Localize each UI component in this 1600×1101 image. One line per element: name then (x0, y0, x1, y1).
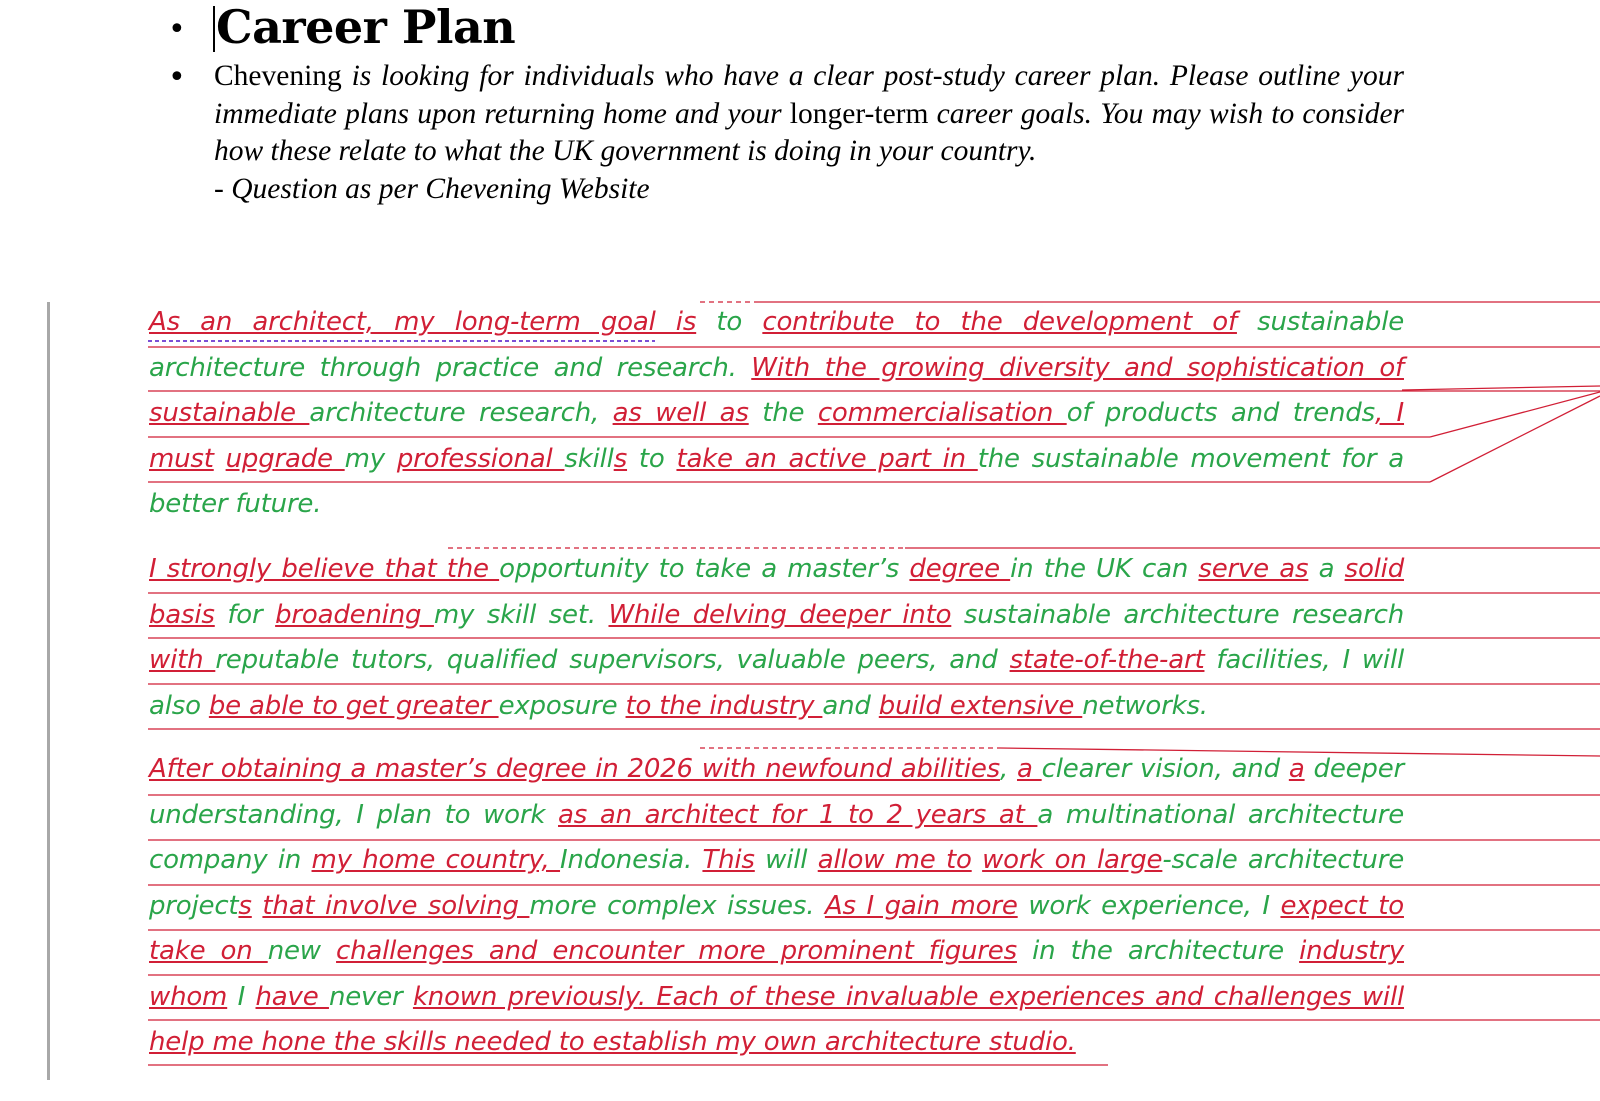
inserted-text: as well as (612, 398, 749, 428)
inserted-text: take an active part in (676, 443, 978, 474)
essay-text: exposure (498, 690, 626, 721)
inserted-text: have (255, 981, 329, 1012)
inserted-text: as an architect for 1 to 2 years at (558, 799, 1038, 830)
essay-text: Indonesia. (560, 845, 703, 875)
inserted-text: broadening (275, 599, 434, 630)
essay-text: will (754, 845, 818, 875)
inserted-text: build extensive (878, 690, 1083, 721)
inserted-text: be able to get greater (208, 690, 499, 721)
bullet-icon: • (168, 12, 186, 47)
inserted-text: with (149, 645, 216, 675)
essay-text: of products and trends (1066, 398, 1375, 428)
essay-text: clearer vision, and (1041, 754, 1289, 784)
inserted-text: As an architect, my long-term goal is (149, 307, 697, 337)
prompt-text: Chevening (214, 60, 342, 92)
inserted-text: my home country, (311, 845, 561, 875)
prompt-text: career goals. You may wish to consider how these relate to what the UK government is doing in your country. (214, 97, 1405, 167)
inserted-text: work on large (982, 845, 1163, 875)
inserted-text: s (613, 443, 628, 474)
inserted-text: industry whom (149, 936, 1404, 1012)
essay-text (252, 891, 263, 921)
inserted-text: a (1016, 754, 1042, 784)
essay-text: to (696, 307, 763, 337)
inserted-text: degree (909, 554, 1011, 584)
inserted-text: state-of-the-art (1009, 645, 1205, 675)
inserted-text: . Each of these invaluable experiences and challenges will help me hone the skills needed to establish my own architecture studio. (149, 981, 1405, 1057)
essay-text (214, 444, 226, 474)
essay-text: never (328, 981, 413, 1012)
essay-paragraph-3[interactable] (149, 747, 1404, 1066)
inserted-text: known previously (412, 981, 638, 1012)
bullet-icon: • (168, 60, 186, 95)
essay-text: my skill set. (433, 599, 609, 630)
inserted-text: allow me to (817, 845, 972, 875)
inserted-text: I strongly believe that the (149, 554, 500, 584)
inserted-text: professional (396, 443, 565, 474)
essay-text: my (344, 443, 397, 474)
essay-text: sustainable architecture through practice and research. (149, 307, 1405, 383)
essay-text: sustainable architecture research (951, 599, 1405, 630)
inserted-text: a (1288, 754, 1305, 784)
essay-text: , (999, 754, 1017, 784)
inserted-text: contribute to the development of (762, 307, 1237, 337)
essay-text: facilities, I will also (149, 645, 1404, 721)
essay-paragraph-1[interactable] (149, 300, 1404, 528)
essay-text: a (1308, 554, 1345, 584)
inserted-text: , I must (149, 398, 1405, 474)
prompt-source: - Question as per Chevening Website (214, 172, 650, 205)
essay-text: architecture research, (309, 398, 613, 428)
essay-text: a multinational architecture company in (149, 799, 1404, 875)
essay-text: to (627, 443, 677, 474)
essay-text: deeper understanding, I plan to work (149, 754, 1404, 830)
prompt-text: longer-term (789, 97, 929, 130)
inserted-text: that involve solving (262, 890, 530, 921)
essay-text: networks. (1082, 690, 1208, 721)
inserted-text: expect to take on (149, 890, 1404, 966)
essay-text: skill (564, 443, 614, 474)
essay-text: in the UK can (1010, 554, 1199, 584)
inserted-text: While delving deeper into (608, 599, 952, 630)
inserted-text: to the industry (625, 690, 823, 721)
inserted-text: challenges and encounter more prominent figures (336, 936, 1017, 966)
inserted-text: s (238, 890, 252, 921)
inserted-text: With the growing diversity and sophistication of sustainable (149, 352, 1404, 428)
essay-text (972, 845, 982, 875)
essay-text: the sustainable movement for a better future. (149, 443, 1404, 519)
essay-text: the (748, 398, 818, 428)
essay-text: more complex issues. (529, 890, 825, 921)
essay-text: work experience, I (1017, 890, 1281, 921)
inserted-text: As I gain more (824, 890, 1018, 921)
essay-paragraph-2[interactable] (149, 547, 1404, 729)
inserted-text: After obtaining a master’s degree in 2026 with newfound abilities (149, 754, 1000, 784)
inserted-text: serve as (1198, 554, 1309, 584)
essay-text: for (214, 599, 276, 630)
prompt-text: is looking for individuals who have a clear post-study career plan. Please outline your immediate plans upon returning home and your (214, 60, 1404, 130)
inserted-text: commercialisation (817, 398, 1067, 428)
page-heading[interactable]: Career Plan (216, 0, 516, 54)
essay-text: in the architecture (1016, 936, 1300, 966)
inserted-text: solid basis (149, 554, 1404, 630)
essay-text: opportunity to take a master’s (499, 554, 910, 584)
inserted-text: upgrade (225, 443, 345, 474)
essay-text: I (227, 981, 256, 1012)
inserted-text: This (702, 845, 755, 875)
essay-text: -scale architecture project (149, 845, 1404, 921)
essay-text: new (267, 936, 337, 966)
essay-text: and (822, 690, 879, 721)
essay-text: reputable tutors, qualified supervisors, valuable peers, and (215, 645, 1010, 675)
